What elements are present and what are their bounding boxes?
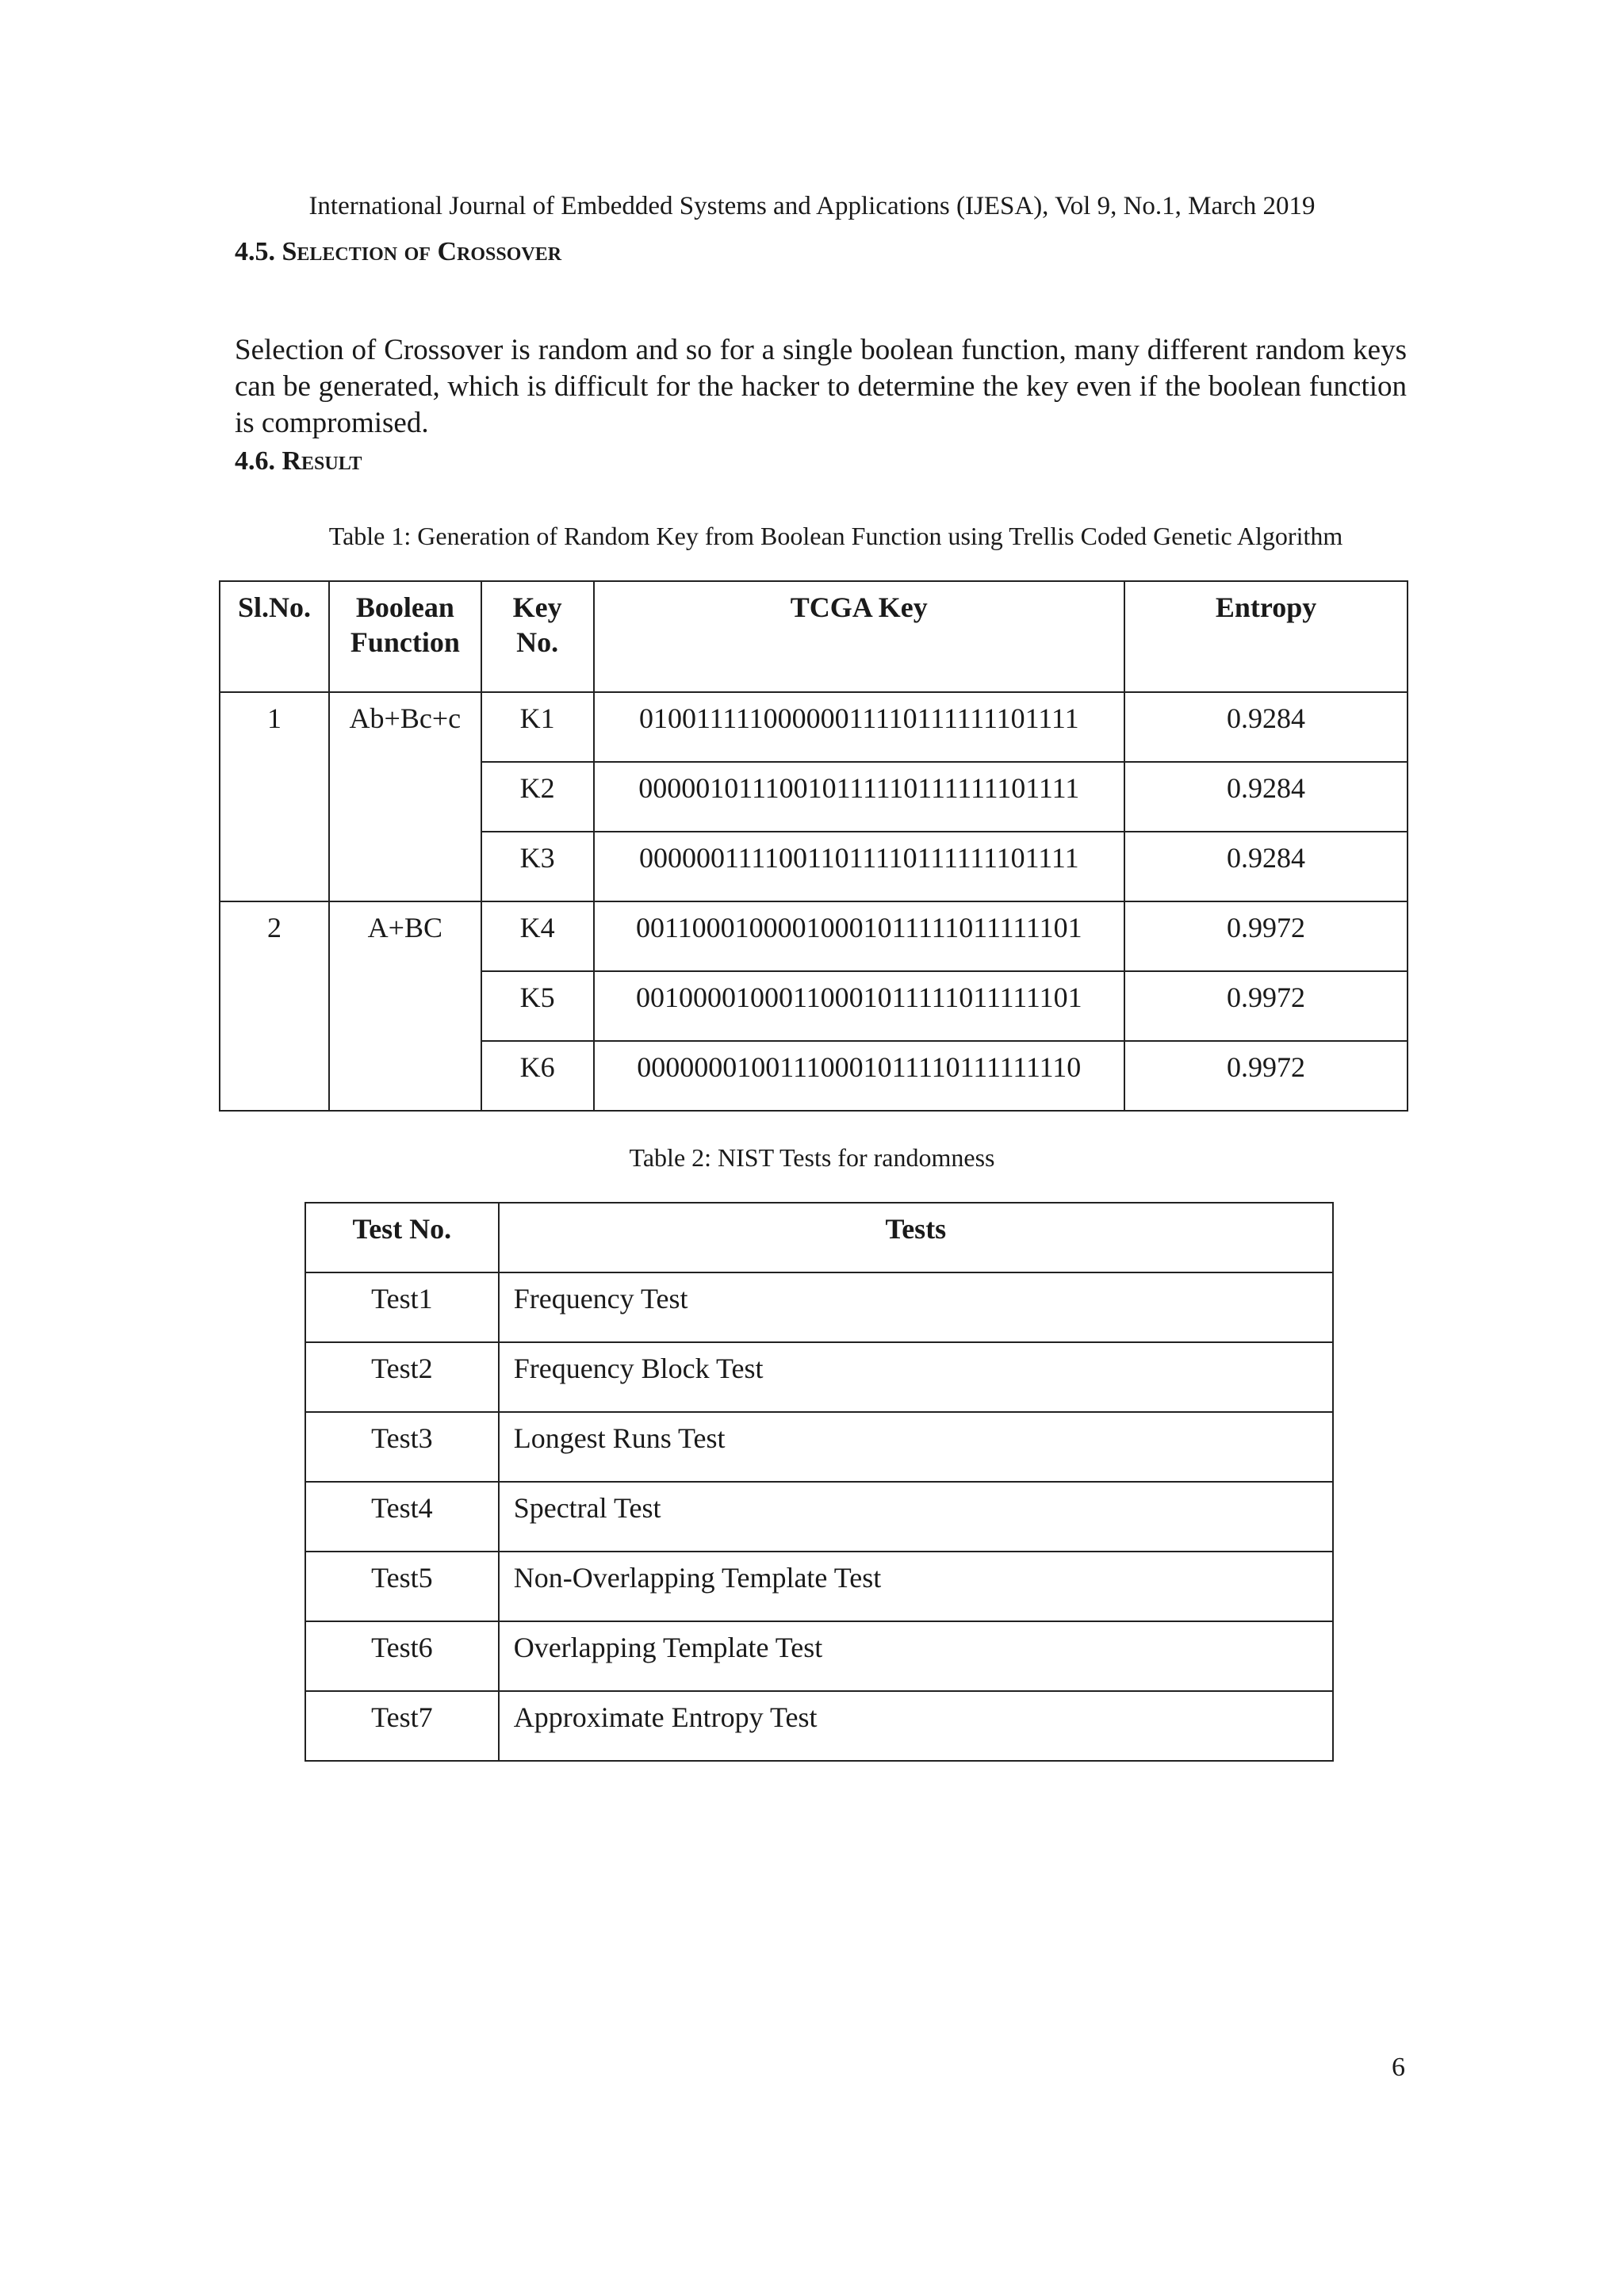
test-name-cell: Non-Overlapping Template Test <box>499 1552 1333 1621</box>
tcga-key-cell: 00000011110011011110111111101111 <box>594 832 1125 901</box>
section-number: 4.6. <box>235 446 275 476</box>
column-header-boolean-function: Boolean Function <box>329 581 481 692</box>
key-no-cell: K6 <box>481 1041 594 1111</box>
table-row <box>305 1621 1333 1691</box>
test-no-cell: Test7 <box>305 1691 499 1761</box>
table-row <box>305 1552 1333 1621</box>
key-no-cell: K2 <box>481 762 594 832</box>
test-name-cell: Overlapping Template Test <box>499 1621 1333 1691</box>
tcga-key-cell: 00110001000010001011111011111101 <box>594 901 1125 971</box>
test-no-cell: Test2 <box>305 1342 499 1412</box>
entropy-cell: 0.9972 <box>1124 901 1408 971</box>
column-header-entropy: Entropy <box>1124 581 1408 692</box>
test-name-cell: Frequency Block Test <box>499 1342 1333 1412</box>
key-no-cell: K1 <box>481 692 594 762</box>
test-name-cell: Spectral Test <box>499 1482 1333 1552</box>
entropy-cell: 0.9972 <box>1124 1041 1408 1111</box>
table-header-row <box>305 1203 1333 1272</box>
table-row <box>305 1342 1333 1412</box>
test-no-cell: Test1 <box>305 1272 499 1342</box>
tcga-key-cell: 01001111100000011110111111101111 <box>594 692 1125 762</box>
tcga-key-cell: 00000001001110001011110111111110 <box>594 1041 1125 1111</box>
test-name-cell: Frequency Test <box>499 1272 1333 1342</box>
section-number: 4.5. <box>235 237 275 266</box>
sl-no-cell: 2 <box>220 901 329 1111</box>
table-row <box>220 692 1408 762</box>
key-no-cell: K5 <box>481 971 594 1041</box>
column-header-sl-no: Sl.No. <box>220 581 329 692</box>
table-header-row <box>220 581 1408 692</box>
table-2-caption: Table 2: NIST Tests for randomness <box>629 1143 995 1172</box>
table-1-caption: Table 1: Generation of Random Key from Boolean Function using Trellis Coded Genetic Algorithm <box>328 522 1343 550</box>
column-header-key-no: Key No. <box>481 581 594 692</box>
column-header-tests: Tests <box>499 1203 1333 1272</box>
table-row <box>305 1482 1333 1552</box>
entropy-cell: 0.9972 <box>1124 971 1408 1041</box>
entropy-cell: 0.9284 <box>1124 832 1408 901</box>
column-header-tcga-key: TCGA Key <box>594 581 1125 692</box>
key-no-cell: K3 <box>481 832 594 901</box>
section-heading-4-6 <box>235 446 362 477</box>
test-no-cell: Test3 <box>305 1412 499 1482</box>
boolean-function-cell: A+BC <box>329 901 481 1111</box>
test-no-cell: Test5 <box>305 1552 499 1621</box>
section-heading-4-5 <box>235 236 561 268</box>
column-header-test-no: Test No. <box>305 1203 499 1272</box>
key-no-cell: K4 <box>481 901 594 971</box>
tcga-key-cell: 00100001000110001011111011111101 <box>594 971 1125 1041</box>
table-2 <box>304 1202 1334 1762</box>
test-name-cell: Approximate Entropy Test <box>499 1691 1333 1761</box>
section-title: Selection of Crossover <box>282 237 562 266</box>
tcga-key-cell: 00000101110010111110111111101111 <box>594 762 1125 832</box>
table-row <box>305 1272 1333 1342</box>
table-row <box>305 1412 1333 1482</box>
table-row <box>220 901 1408 971</box>
page-number: 6 <box>1392 2053 1405 2082</box>
boolean-function-cell: Ab+Bc+c <box>329 692 481 901</box>
table-row <box>305 1691 1333 1761</box>
test-name-cell: Longest Runs Test <box>499 1412 1333 1482</box>
test-no-cell: Test4 <box>305 1482 499 1552</box>
sl-no-cell: 1 <box>220 692 329 901</box>
test-no-cell: Test6 <box>305 1621 499 1691</box>
section-4-5-paragraph: Selection of Crossover is random and so for a single boolean function, many different random keys can be generated, which is difficult for the hacker to determine the key even if the boolean function is compromised. <box>235 334 1407 439</box>
entropy-cell: 0.9284 <box>1124 762 1408 832</box>
journal-header: International Journal of Embedded Systems and Applications (IJESA), Vol 9, No.1, March 2019 <box>308 192 1316 220</box>
entropy-cell: 0.9284 <box>1124 692 1408 762</box>
section-title: Result <box>282 446 362 476</box>
table-1 <box>219 580 1408 1112</box>
